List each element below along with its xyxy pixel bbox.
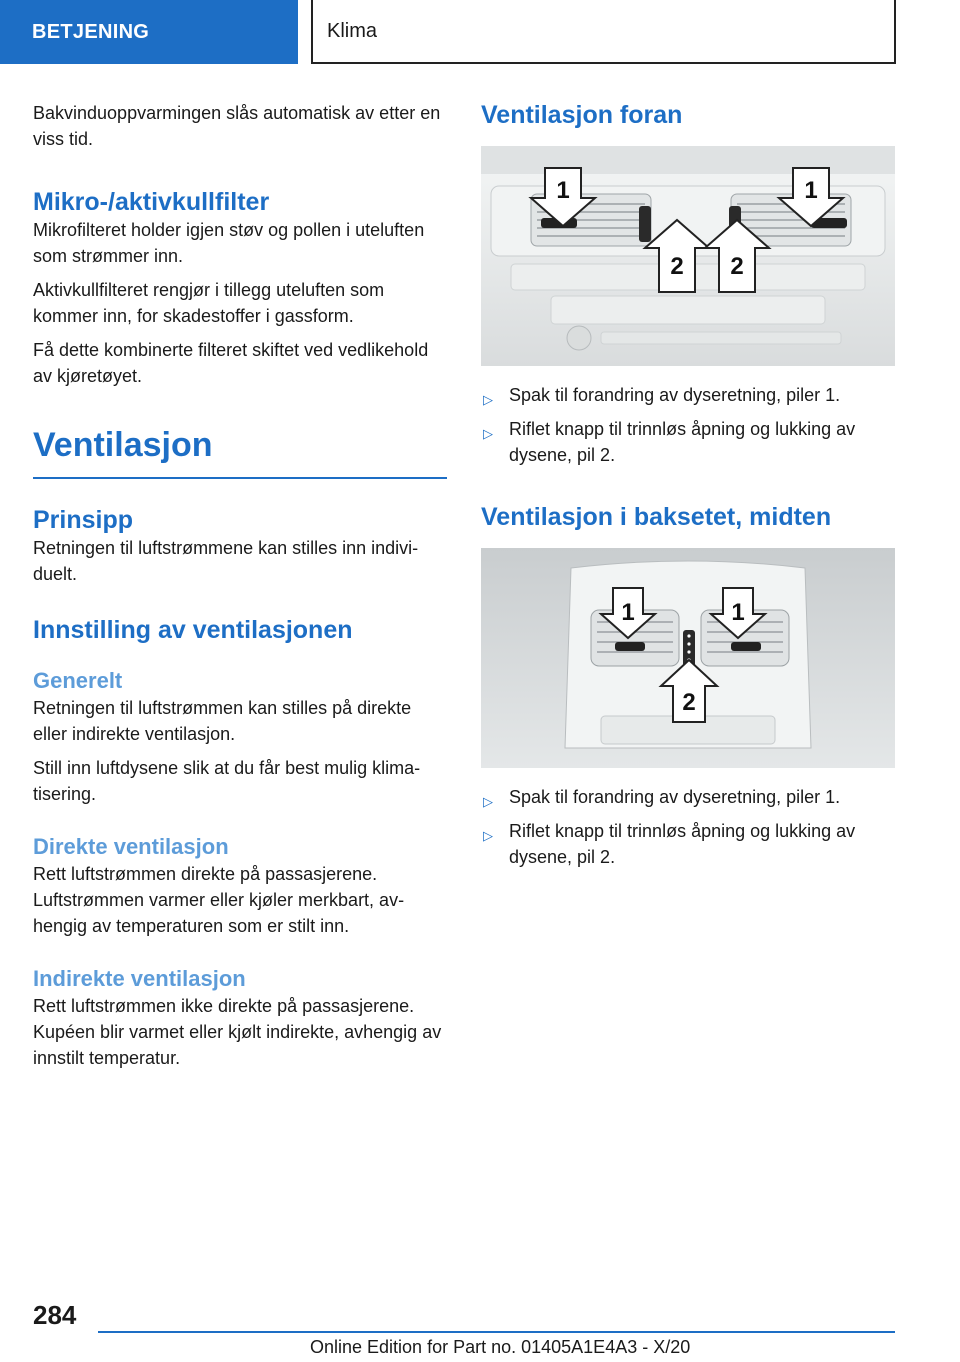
list-item: ▷ Spak til forandring av dyseretning, piler 1.	[481, 382, 895, 408]
list-item: ▷ Spak til forandring av dyseretning, piler 1.	[481, 784, 895, 810]
front-arrow-label-1b: 1	[804, 177, 818, 204]
page-number: 284	[33, 1300, 77, 1330]
indirekte-paragraph: Rett luftstrømmen ikke direkte på passasjerene. Kupéen blir varmet eller kjølt indirekte, avhengig av innstilt temperatur.	[33, 996, 442, 1068]
list-item: ▷ Riflet knapp til trinnløs åpning og lukking av dysene, pil 2.	[483, 821, 856, 867]
rear-vents-figure	[481, 548, 895, 768]
intro-paragraph: Bakvinduoppvarmingen slås automatisk av etter en viss tid.	[33, 103, 441, 149]
front-arrow-label-2a: 2	[670, 253, 684, 280]
front-arrow-label-2b: 2	[730, 253, 744, 280]
indirekte-heading: Indirekte ventilasjon	[33, 966, 246, 991]
rear-arrow-label-1a: 1	[621, 599, 635, 626]
direkte-heading: Direkte ventilasjon	[33, 834, 229, 859]
filter-paragraph-2: Aktivkullfilteret rengjør i tillegg uteluften som kommer inn, for skadestoffer i gassform.	[33, 280, 385, 326]
direkte-paragraph: Rett luftstrømmen direkte på passasjerene. Luftstrømmen varmer eller kjøler merkbart, avhengig av temperaturen som er stilt inn.	[33, 864, 405, 936]
rear-arrow-label-1b: 1	[731, 599, 745, 626]
right-column	[481, 100, 895, 878]
bullet-triangle-icon: ▷	[483, 794, 493, 809]
generelt-paragraph-2: Still inn luftdysene slik at du får best mulig klimatisering.	[33, 758, 421, 804]
front-vents-figure	[481, 146, 895, 366]
bak-heading: Ventilasjon i baksetet, midten	[481, 503, 832, 531]
rear-vents-illustration	[481, 548, 895, 768]
filter-paragraph-1: Mikrofilteret holder igjen støv og pollen i uteluften som strømmer inn.	[33, 220, 425, 266]
footer-rule	[98, 1331, 895, 1333]
bullet-triangle-icon: ▷	[483, 392, 493, 407]
prinsipp-paragraph: Retningen til luftstrømmene kan stilles inn individuelt.	[33, 538, 419, 584]
chapter-tab	[0, 0, 298, 64]
rear-vents-list	[481, 784, 895, 870]
generelt-paragraph-1: Retningen til luftstrømmen kan stilles på direkte eller indirekte ventilasjon.	[33, 698, 412, 744]
innstilling-heading: Innstilling av ventilasjonen	[33, 616, 353, 644]
topic-tab	[311, 0, 896, 64]
bullet-triangle-icon: ▷	[483, 828, 493, 843]
filter-paragraph-3: Få dette kombinerte filteret skiftet ved vedlikehold av kjøretøyet.	[33, 340, 429, 386]
section-heading-ventilasjon: Ventilasjon	[33, 426, 213, 464]
filter-heading: Mikro-/aktivkullfilter	[33, 188, 270, 216]
prinsipp-heading: Prinsipp	[33, 506, 134, 534]
rear-arrow-label-2: 2	[682, 689, 696, 716]
topic-title: Klima	[327, 19, 378, 42]
list-item: ▷ Riflet knapp til trinnløs åpning og lukking av dysene, pil 2.	[483, 419, 856, 465]
foran-heading: Ventilasjon foran	[481, 101, 683, 129]
chapter-title: BETJENING	[32, 20, 150, 43]
front-vents-illustration	[481, 146, 895, 366]
generelt-heading: Generelt	[33, 668, 123, 693]
left-column	[33, 100, 445, 1079]
front-vents-list	[481, 382, 895, 468]
bullet-triangle-icon: ▷	[483, 426, 493, 441]
front-arrow-label-1a: 1	[556, 177, 570, 204]
footer-edition: Online Edition for Part no. 01405A1E4A3 - X/20	[310, 1337, 691, 1357]
